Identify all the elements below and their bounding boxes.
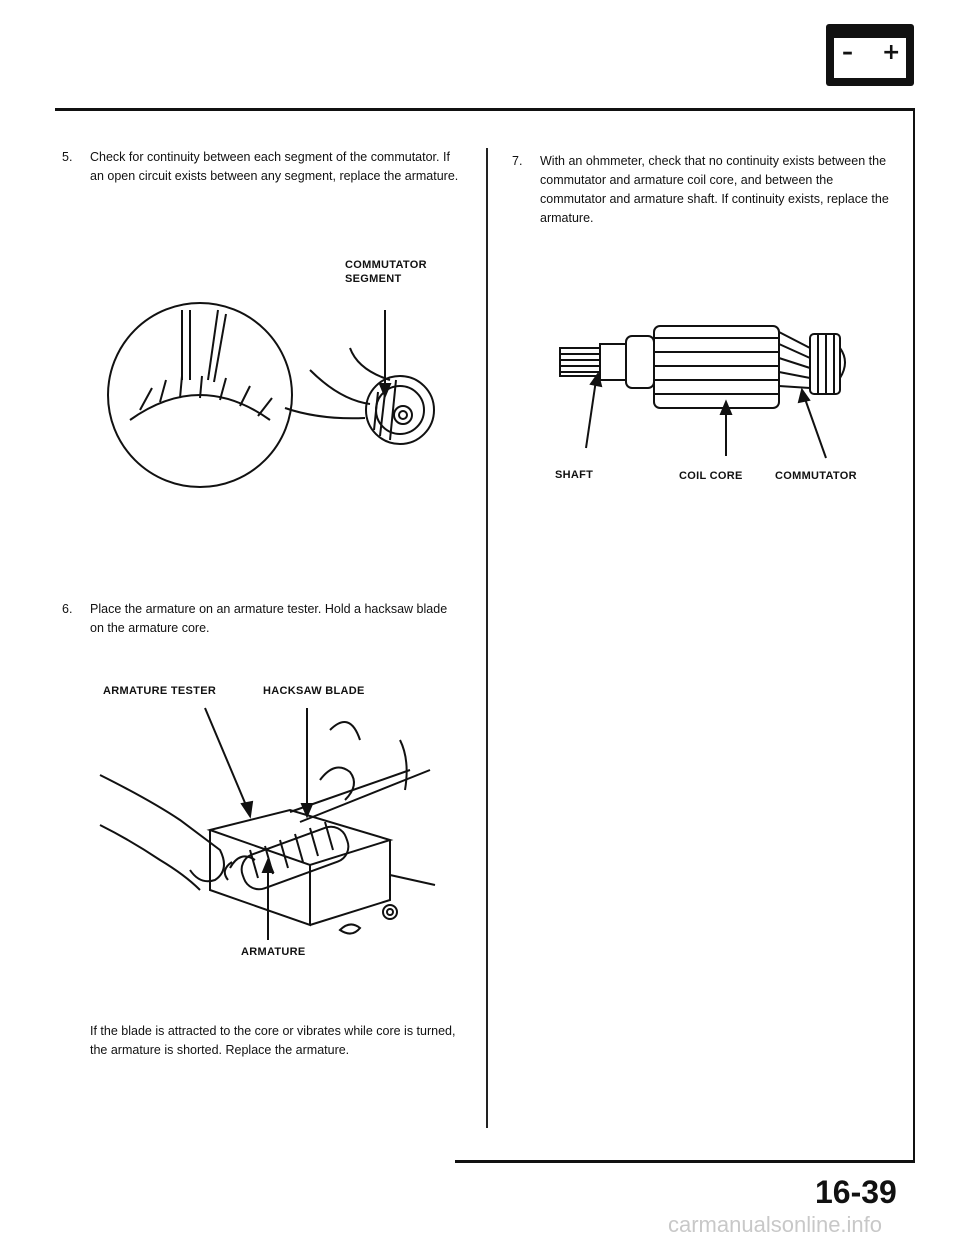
page-number: 16-39: [815, 1174, 897, 1210]
step-5-text: Check for continuity between each segment of the commutator. If an open circuit exists between any segment, replace the armature.: [90, 150, 459, 183]
coil-core-label: COIL CORE: [679, 470, 743, 482]
column-divider: [486, 148, 488, 1128]
step-5: [62, 148, 462, 186]
step-6: [62, 600, 462, 638]
commutator-label: COMMUTATOR: [775, 470, 857, 482]
watermark-text: carmanualsonline.info: [668, 1212, 883, 1237]
step-7-number: 7.: [512, 154, 523, 168]
top-rule: [55, 108, 915, 111]
shorted-armature-note: If the blade is attracted to the core or vibrates while core is turned, the armature is shorted. Replace the armature.: [90, 1024, 456, 1057]
battery-icon: [826, 24, 914, 86]
armature-tester-label: ARMATURE TESTER: [103, 685, 217, 697]
hacksaw-blade-label: HACKSAW BLADE: [263, 685, 365, 697]
commutator-segment-illustration: [100, 280, 460, 490]
armature-label: ARMATURE: [241, 946, 306, 958]
step-5-number: 5.: [62, 150, 73, 164]
armature-continuity-illustration: [548, 318, 868, 463]
commutator-segment-label: COMMUTATOR SEGMENT: [345, 259, 427, 285]
step-7-text: With an ohmmeter, check that no continuity exists between the commutator and armature coil core, and between the commutator and armature shaft. If continuity exists, replace the armature.: [540, 154, 889, 225]
battery-minus-sign: –: [842, 40, 853, 65]
right-rule: [913, 108, 915, 1160]
battery-plus-sign: +: [882, 40, 901, 65]
step-7: [512, 152, 902, 228]
shaft-label: SHAFT: [555, 469, 594, 481]
step-6-number: 6.: [62, 602, 73, 616]
step-6-text: Place the armature on an armature tester. Hold a hacksaw blade on the armature core.: [90, 602, 448, 635]
armature-tester-illustration: [90, 700, 460, 945]
bottom-rule: [455, 1160, 915, 1163]
